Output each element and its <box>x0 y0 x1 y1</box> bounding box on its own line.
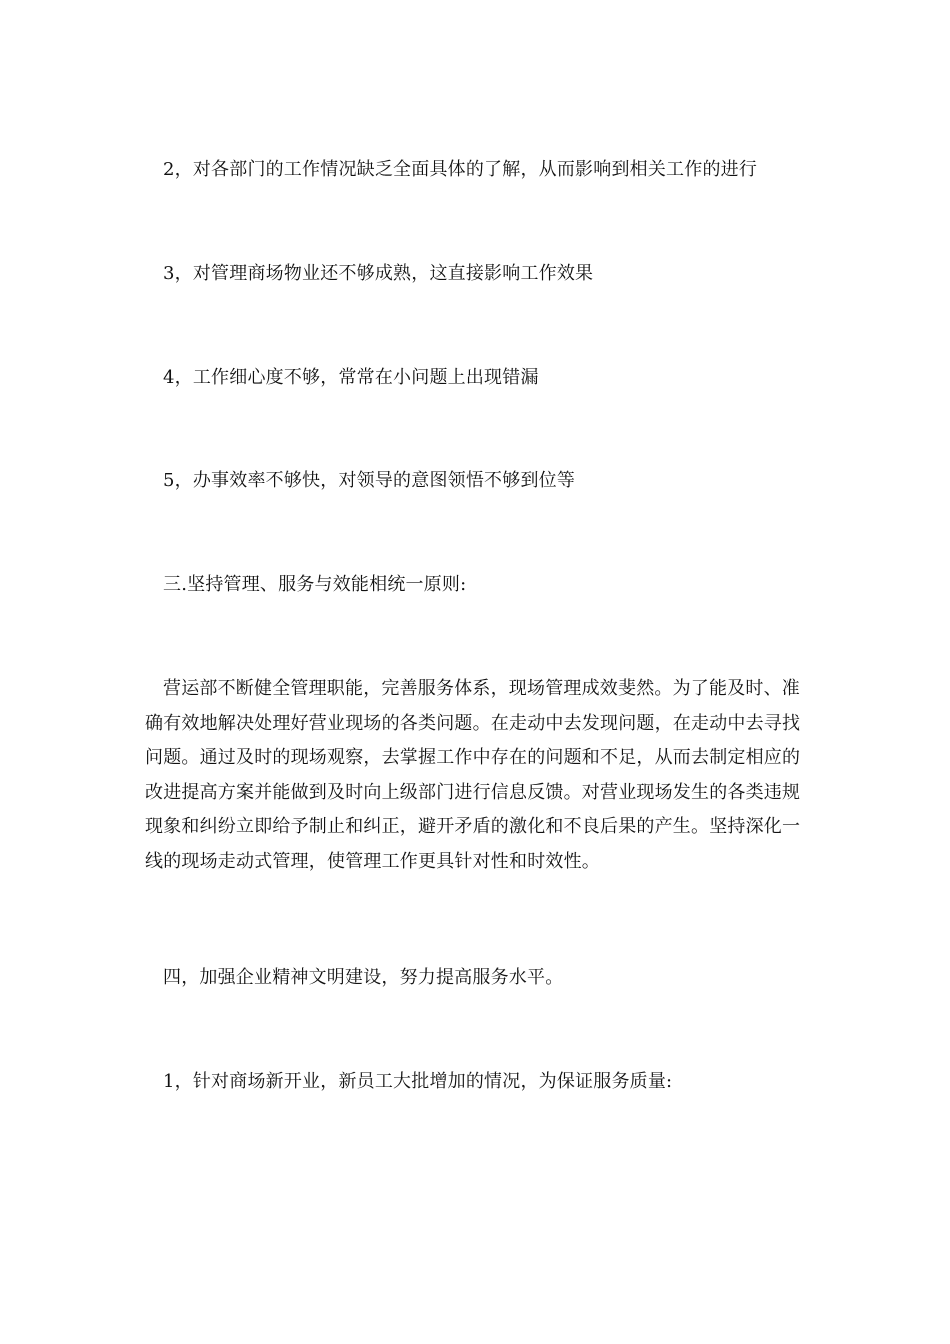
list-item-3: 3，对管理商场物业还不够成熟，这直接影响工作效果 <box>163 263 594 284</box>
section-3-paragraph: 营运部不断健全管理职能，完善服务体系，现场管理成效斐然。为了能及时、准确有效地解决处理好营业现场的各类问题。在走动中去发现问题，在走动中去寻找问题。通过及时的现场观察，去掌握工作中存在的问题和不足，从而去制定相应的改进提高方案并能做到及时向上级部门进行信息反馈。对营业现场发生的各类违规现象和纠纷立即给予制止和纠正，避开矛盾的激化和不良后果的产生。坚持深化一线的现场走动式管理，使管理工作更具针对性和时效性。 <box>145 678 801 872</box>
section-4-item-1: 1，针对商场新开业，新员工大批增加的情况，为保证服务质量: <box>163 1071 673 1092</box>
list-item-4: 4，工作细心度不够，常常在小问题上出现错漏 <box>163 367 539 388</box>
list-item-5: 5，办事效率不够快，对领导的意图领悟不够到位等 <box>163 470 576 491</box>
section-heading-4: 四，加强企业精神文明建设，努力提高服务水平。 <box>163 967 564 988</box>
list-item-2: 2，对各部门的工作情况缺乏全面具体的了解，从而影响到相关工作的进行 <box>163 159 758 180</box>
section-heading-3: 三.坚持管理、服务与效能相统一原则: <box>163 574 467 595</box>
